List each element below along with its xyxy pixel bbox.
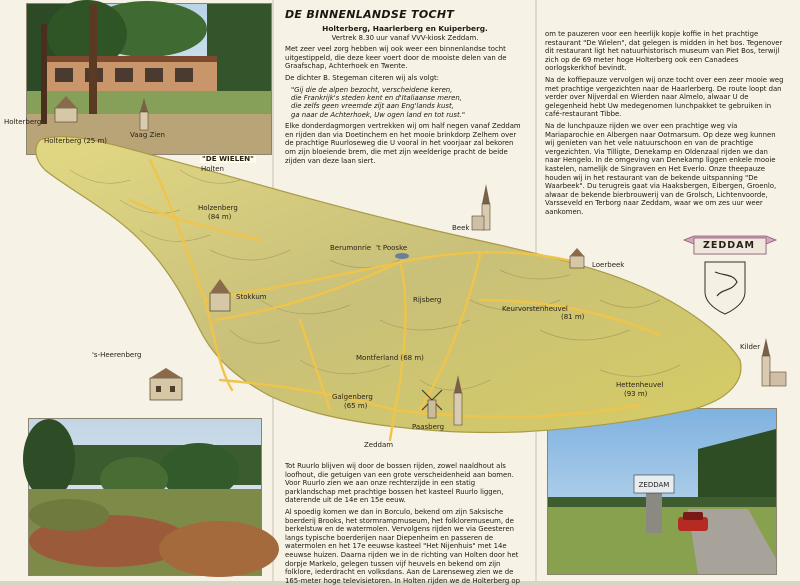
sign-text: ZEDDAM (638, 481, 670, 489)
right-paragraph-1: om te pauzeren voor een heerlijk kopje koffie in het prachtige restaurant "De Wielen", dat gelegen is midden in het bos. Tegenover dit restaurant ligt het natuurhistorisch museum van Piet Bos, terwijl zich op de 69 meter hoge Holterberg ook een Canadees oorlogskerkhof bevindt. (545, 30, 783, 73)
label-hettenheuvel-height: (93 m) (624, 390, 648, 398)
right-paragraph-3: Na de lunchpauze rijden we over een prachtige weg via Mariaparochie en Albergen naar Ootmarsum. Op deze weg kunnen wij genieten van het vele natuurschoon en van de prachtige vergezichten. Via Tilligte, Denekamp en Oldenzaal rijden we dan naar Hengelo. In de omgeving van Denekamp liggen enkele mooie kastelen, namelijk de Singraven en Het Everlo. Onze theepauze houden wij in het restaurant van de bekende uitspanning "De Waarbeek". Du terugreis gaat via Haaksbergen, Eibergen, Groenlo, alwaar de bekende bierbrouwerij van de Grolsch, Lichtenvoorde, Varsseveld en Terborg naar Zeddam, waar we om zes uur weer aankomen. (545, 121, 777, 216)
label-holzenberg: Holzenberg (198, 204, 238, 212)
label-zeddam: Zeddam (364, 441, 394, 449)
intro-paragraph-2: Elke donderdagmorgen vertrekken wij om half negen vanaf Zeddam en rijden dan via Doetinchem en het mooie brinkdorp Zelhem over de prachtige Ruurloseweg die U vooral in het voorjaar zal bekoren om zijn bloeiende brem, die met zijn weelderige pracht de beide zijden van deze laan siert. (285, 122, 521, 165)
castle-s-heerenberg-icon (150, 368, 182, 400)
poem-line: ga naar de Achterhoek, Uw ogen land en tot rust." (291, 110, 466, 119)
label-galgenberg-height: (65 m) (344, 402, 368, 410)
church-beek-icon (472, 184, 490, 230)
pond-t-pooske (395, 253, 409, 259)
bottom-paragraph-1: Tot Ruurlo blijven wij door de bossen rijden, zowel naaldhout als loofhout, die getuigen van een grote verscheidenheid aan bomen. Voor Ruurlo zien we aan onze rechterzijde in een statig parklandschap met prachtige bossen het kasteel Ruurlo liggen, daterende uit de 14e en 15e eeuw. (285, 462, 514, 505)
route-subtitle: Holterberg, Haarlerberg en Kuiperberg. (322, 24, 488, 33)
label-rijsberg: Rijsberg (413, 296, 442, 304)
house-holterberg-icon (55, 96, 77, 122)
label-t-pooske: 't Pooske (376, 244, 408, 252)
label-paasberg: Paasberg (412, 423, 445, 431)
label-berumonrie: Berumonrie (330, 244, 372, 252)
label-holten: Holten (201, 165, 224, 173)
label-keurvorstenheuvel-height: (81 m) (561, 313, 585, 321)
poem-line: "Gij die de alpen bezocht, verscheidene keren, (291, 85, 453, 94)
intro-paragraph-1: Met zeer veel zorg hebben wij ook weer een binnenlandse tocht uitgestippeld, die deze keer voert door de mooiste delen van de Graafschap, Achterhoek en Twente. (285, 45, 507, 71)
poem-line: die zelfs geen vreemde zijt aan Eng'lands kust, (291, 102, 454, 111)
label-beek: Beek (452, 224, 470, 232)
label-holterberg-top: Holterberg (25 m) (44, 137, 108, 145)
departure-text: Vertrek 8.30 uur vanaf VVV-kiosk Zeddam. (331, 33, 479, 42)
zeddam-coat-of-arms (705, 262, 745, 314)
label-stokkum: Stokkum (236, 293, 267, 301)
label-loerbeek: Loerbeek (592, 261, 625, 269)
label-montferland: Montferland (68 m) (356, 354, 424, 362)
church-loerbeek-icon (570, 248, 584, 268)
label-s-heerenberg: 's-Heerenberg (92, 351, 142, 359)
label-house-holterberg: Holterberg (4, 118, 42, 126)
label-hettenheuvel: Hettenheuvel (616, 381, 664, 389)
zeddam-banner-label: ZEDDAM (703, 240, 755, 251)
label-keurvorstenheuvel: Keurvorstenheuvel (502, 305, 568, 313)
church-kilder-icon (762, 338, 786, 386)
label-galgenberg: Galgenberg (332, 393, 373, 401)
poem-line: die Frankrijk's steden kent en d'Italiaanse meren, (291, 93, 462, 102)
bottom-paragraph-2: Al spoedig komen we dan in Borculo, bekend om zijn Saksische boerderij Brooks, het stormrampmuseum, het folkloremuseum, de berkelstuw en de watermolen. Vervolgens rijden we via Geesteren langs typische boerderijen naar Diepenheim en passeren de watermolen en het 17e eeuwse kasteel "Het Nijenhuis" met 14e eeuwse huizen. Daarna rijden we in de richting van Holten door het dorpje Markelo, gelegen tussen vijf heuvels en bekend om zijn folklore, iederdracht en volksdans. Aan de Larenseweg zien we de 165-meter hoge televisietoren. In Holten rijden we de Holterberg op (285, 507, 521, 585)
label-de-wielen: "DE WIELEN" (202, 154, 254, 163)
chapel-holten-icon (140, 98, 148, 130)
label-vaag-zien: Vaag Zien (130, 131, 165, 139)
right-paragraph-2: Na de koffiepauze vervolgen wij onze tocht over een zeer mooie weg met prachtige vergezichten naar de Haarlerberg. De route loopt dan verder over Nijverdal en Wierden naar Almelo, alwaar U de gelegenheid hebt Uw medegenomen lunchpakket te gebruiken in café-restaurant Tibbe. (545, 75, 784, 119)
page-title: DE BINNENLANDSE TOCHT (285, 8, 455, 21)
poet-intro: De dichter B. Stegeman citeren wij als volgt: (285, 73, 439, 82)
label-holzenberg-height: (84 m) (208, 213, 232, 221)
label-kilder: Kilder (740, 343, 761, 351)
